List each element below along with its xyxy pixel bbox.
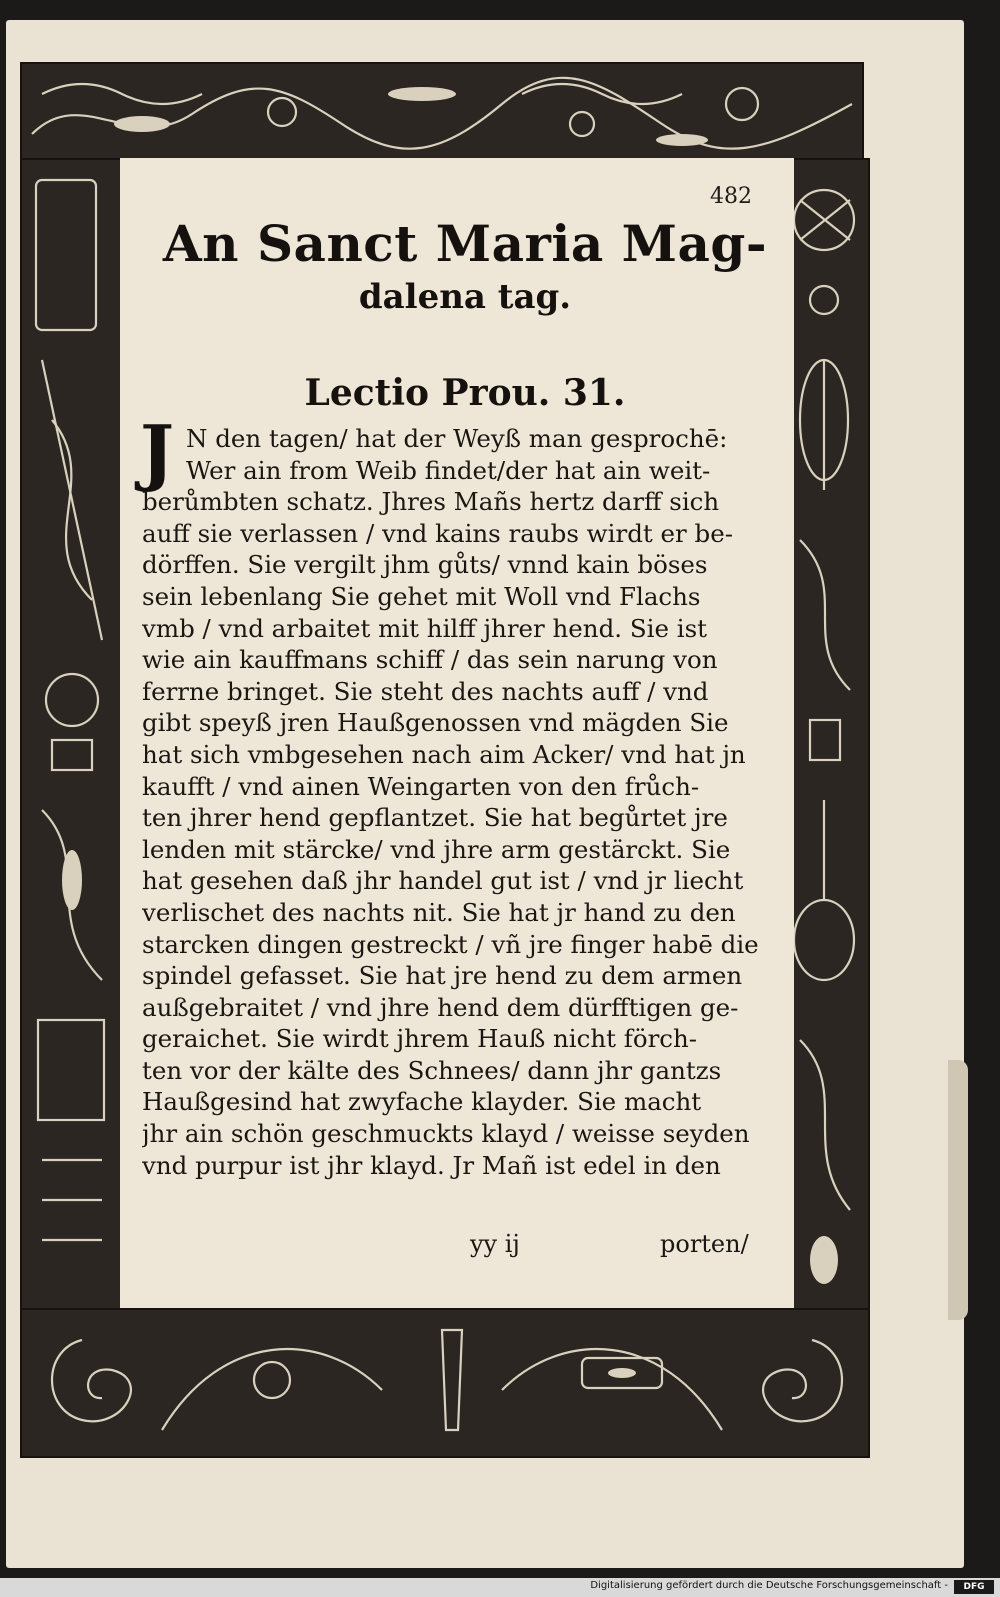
- text-line: hat gesehen daß jhr handel gut ist / vnd jr liecht: [142, 866, 744, 896]
- folio-number: 482: [710, 184, 752, 209]
- text-line: ten jhrer hend gepflantzet. Sie hat begůrtet jre: [142, 803, 728, 833]
- footer-credit: Digitalisierung gefördert durch die Deutsche Forschungsgemeinschaft -: [590, 1580, 948, 1591]
- body-text: [142, 423, 790, 1181]
- text-line: lenden mit stärcke/ vnd jhre arm gestärckt. Sie: [142, 834, 731, 864]
- page-title: [140, 214, 790, 320]
- text-line: hat sich vmbgesehen nach aim Acker/ vnd hat jn: [142, 739, 746, 769]
- text-line: geraichet. Sie wirdt jhrem Hauß nicht förch-: [142, 1024, 698, 1054]
- text-line: wie ain kauffmans schiff / das sein narung von: [142, 645, 718, 675]
- digitization-footer: [0, 1578, 1000, 1597]
- title-line-1: An Sanct Maria Mag-: [162, 214, 768, 273]
- text-line: vnd purpur ist jhr klayd. Jr Mañ ist edel in den: [142, 1150, 721, 1180]
- text-line: auff sie verlassen / vnd kains raubs wirdt er be-: [142, 518, 733, 548]
- lectio-heading: Lectio Prou. 31.: [304, 372, 626, 414]
- text-line: kaufft / vnd ainen Weingarten von den frůch-: [142, 771, 700, 801]
- text-line: sein lebenlang Sie gehet mit Woll vnd Flachs: [142, 581, 701, 611]
- text-line: dörffen. Sie vergilt jhm gůts/ vnnd kain böses: [142, 550, 708, 580]
- text-line: N den tagen/ hat der Weyß man gesprochē:: [186, 424, 728, 453]
- text-line: verlischet des nachts nit. Sie hat jr hand zu den: [142, 897, 736, 927]
- catchword: porten/: [660, 1230, 749, 1258]
- text-line: starcken dingen gestreckt / vñ jre finger habē die: [142, 929, 759, 959]
- text-line: ten vor der kälte des Schnees/ dann jhr gantzs: [142, 1055, 722, 1085]
- title-line-2: dalena tag.: [358, 277, 572, 317]
- text-line: gibt speyß jren Haußgenossen vnd mägden Sie: [142, 708, 729, 738]
- text-line: außgebraitet / vnd jhre hend dem dürfftigen ge-: [142, 992, 739, 1022]
- page-edge: [948, 1060, 968, 1320]
- signature-mark: yy ij: [470, 1230, 520, 1258]
- text-line: ferrne bringet. Sie steht des nachts auff / vnd: [142, 676, 709, 706]
- woodcut-border-top: [20, 62, 864, 162]
- text-line: jhr ain schön geschmuckts klayd / weisse seyden: [142, 1119, 750, 1149]
- dfg-logo: DFG: [954, 1580, 994, 1594]
- drop-initial: J: [140, 409, 175, 494]
- woodcut-border-left: [20, 158, 124, 1312]
- text-line: Wer ain from Weib findet/der hat ain weit-: [186, 455, 711, 485]
- text-line: vmb / vnd arbaitet mit hilff jhrer hend. Sie ist: [142, 613, 708, 643]
- text-line: Haußgesind hat zwyfache klayder. Sie macht: [142, 1087, 702, 1117]
- text-line: spindel gefasset. Sie hat jre hend zu dem armen: [142, 961, 743, 991]
- woodcut-border-bottom: [20, 1308, 870, 1458]
- text-line: berůmbten schatz. Jhres Mañs hertz darff sich: [142, 487, 720, 517]
